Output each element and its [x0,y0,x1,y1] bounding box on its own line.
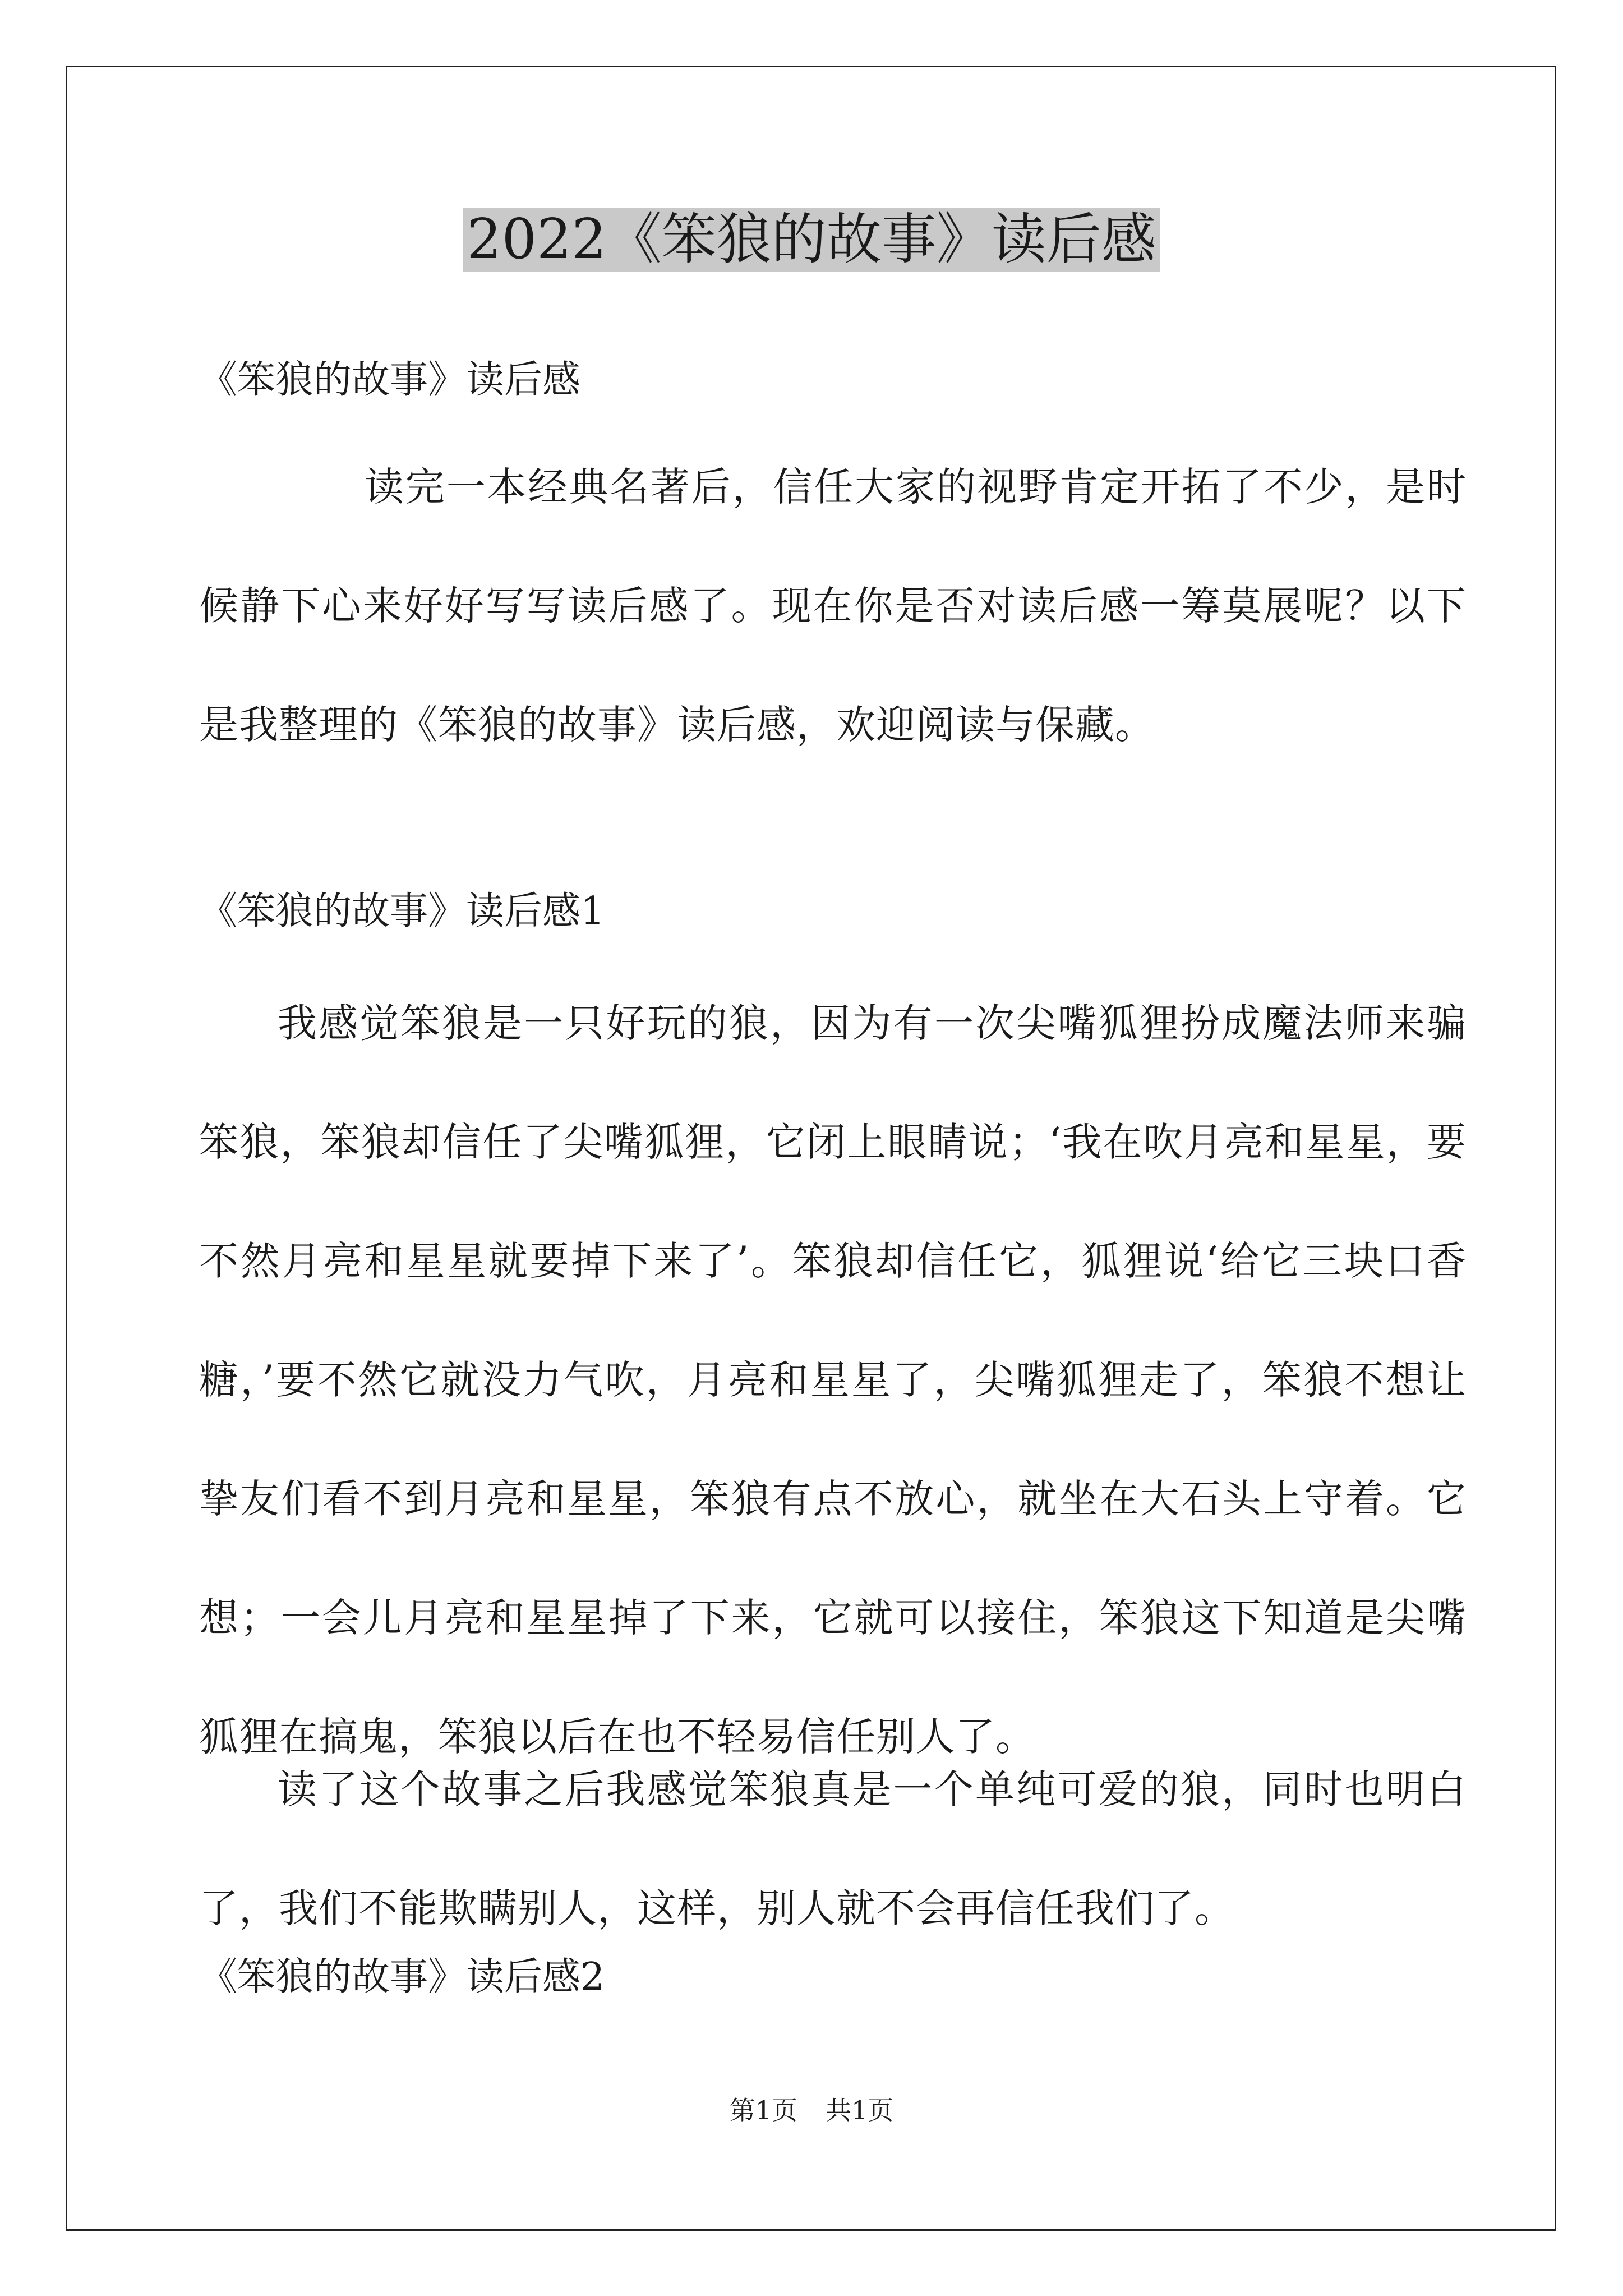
section-heading-2: 《笨狼的故事》读后感2 [199,1955,605,1999]
section-1-paragraph-2: 读了这个故事之后我感觉笨狼真是一个单纯可爱的狼，同时也明白了，我们不能欺瞒别人，这样，别人就不会再信任我们了。 [199,1766,1467,1931]
section-1-paragraph-1: 我感觉笨狼是一只好玩的狼，因为有一次尖嘴狐狸扮成魔法师来骗笨狼，笨狼却信任了尖嘴狐狸，它闭上眼睛说；‘我在吹月亮和星星，要不然月亮和星星就要掉下来了’。笨狼却信任它，狐狸说‘给它三块口香糖，’要不然它就没力气吹，月亮和星星了，尖嘴狐狸走了，笨狼不想让挚友们看不到月亮和星星，笨狼有点不放心，就坐在大石头上守着。它想；一会儿月亮和星星掉了下来，它就可以接住，笨狼这下知道是尖嘴狐狸在搞鬼，笨狼以后在也不轻易信任别人了。 [199,1000,1467,1760]
page-number: 第1页 [729,2095,797,2125]
document-title: 2022《笨狼的故事》读后感 [0,203,1623,276]
page-total: 共1页 [826,2095,894,2125]
page-footer [0,2093,1623,2127]
intro-paragraph: 读完一本经典名著后，信任大家的视野肯定开拓了不少，是时候静下心来好好写写读后感了。现在你是否对读后感一筹莫展呢？以下是我整理的《笨狼的故事》读后感，欢迎阅读与保藏。 [199,464,1467,748]
subtitle: 《笨狼的故事》读后感 [199,358,581,402]
section-heading-1: 《笨狼的故事》读后感1 [199,889,605,933]
